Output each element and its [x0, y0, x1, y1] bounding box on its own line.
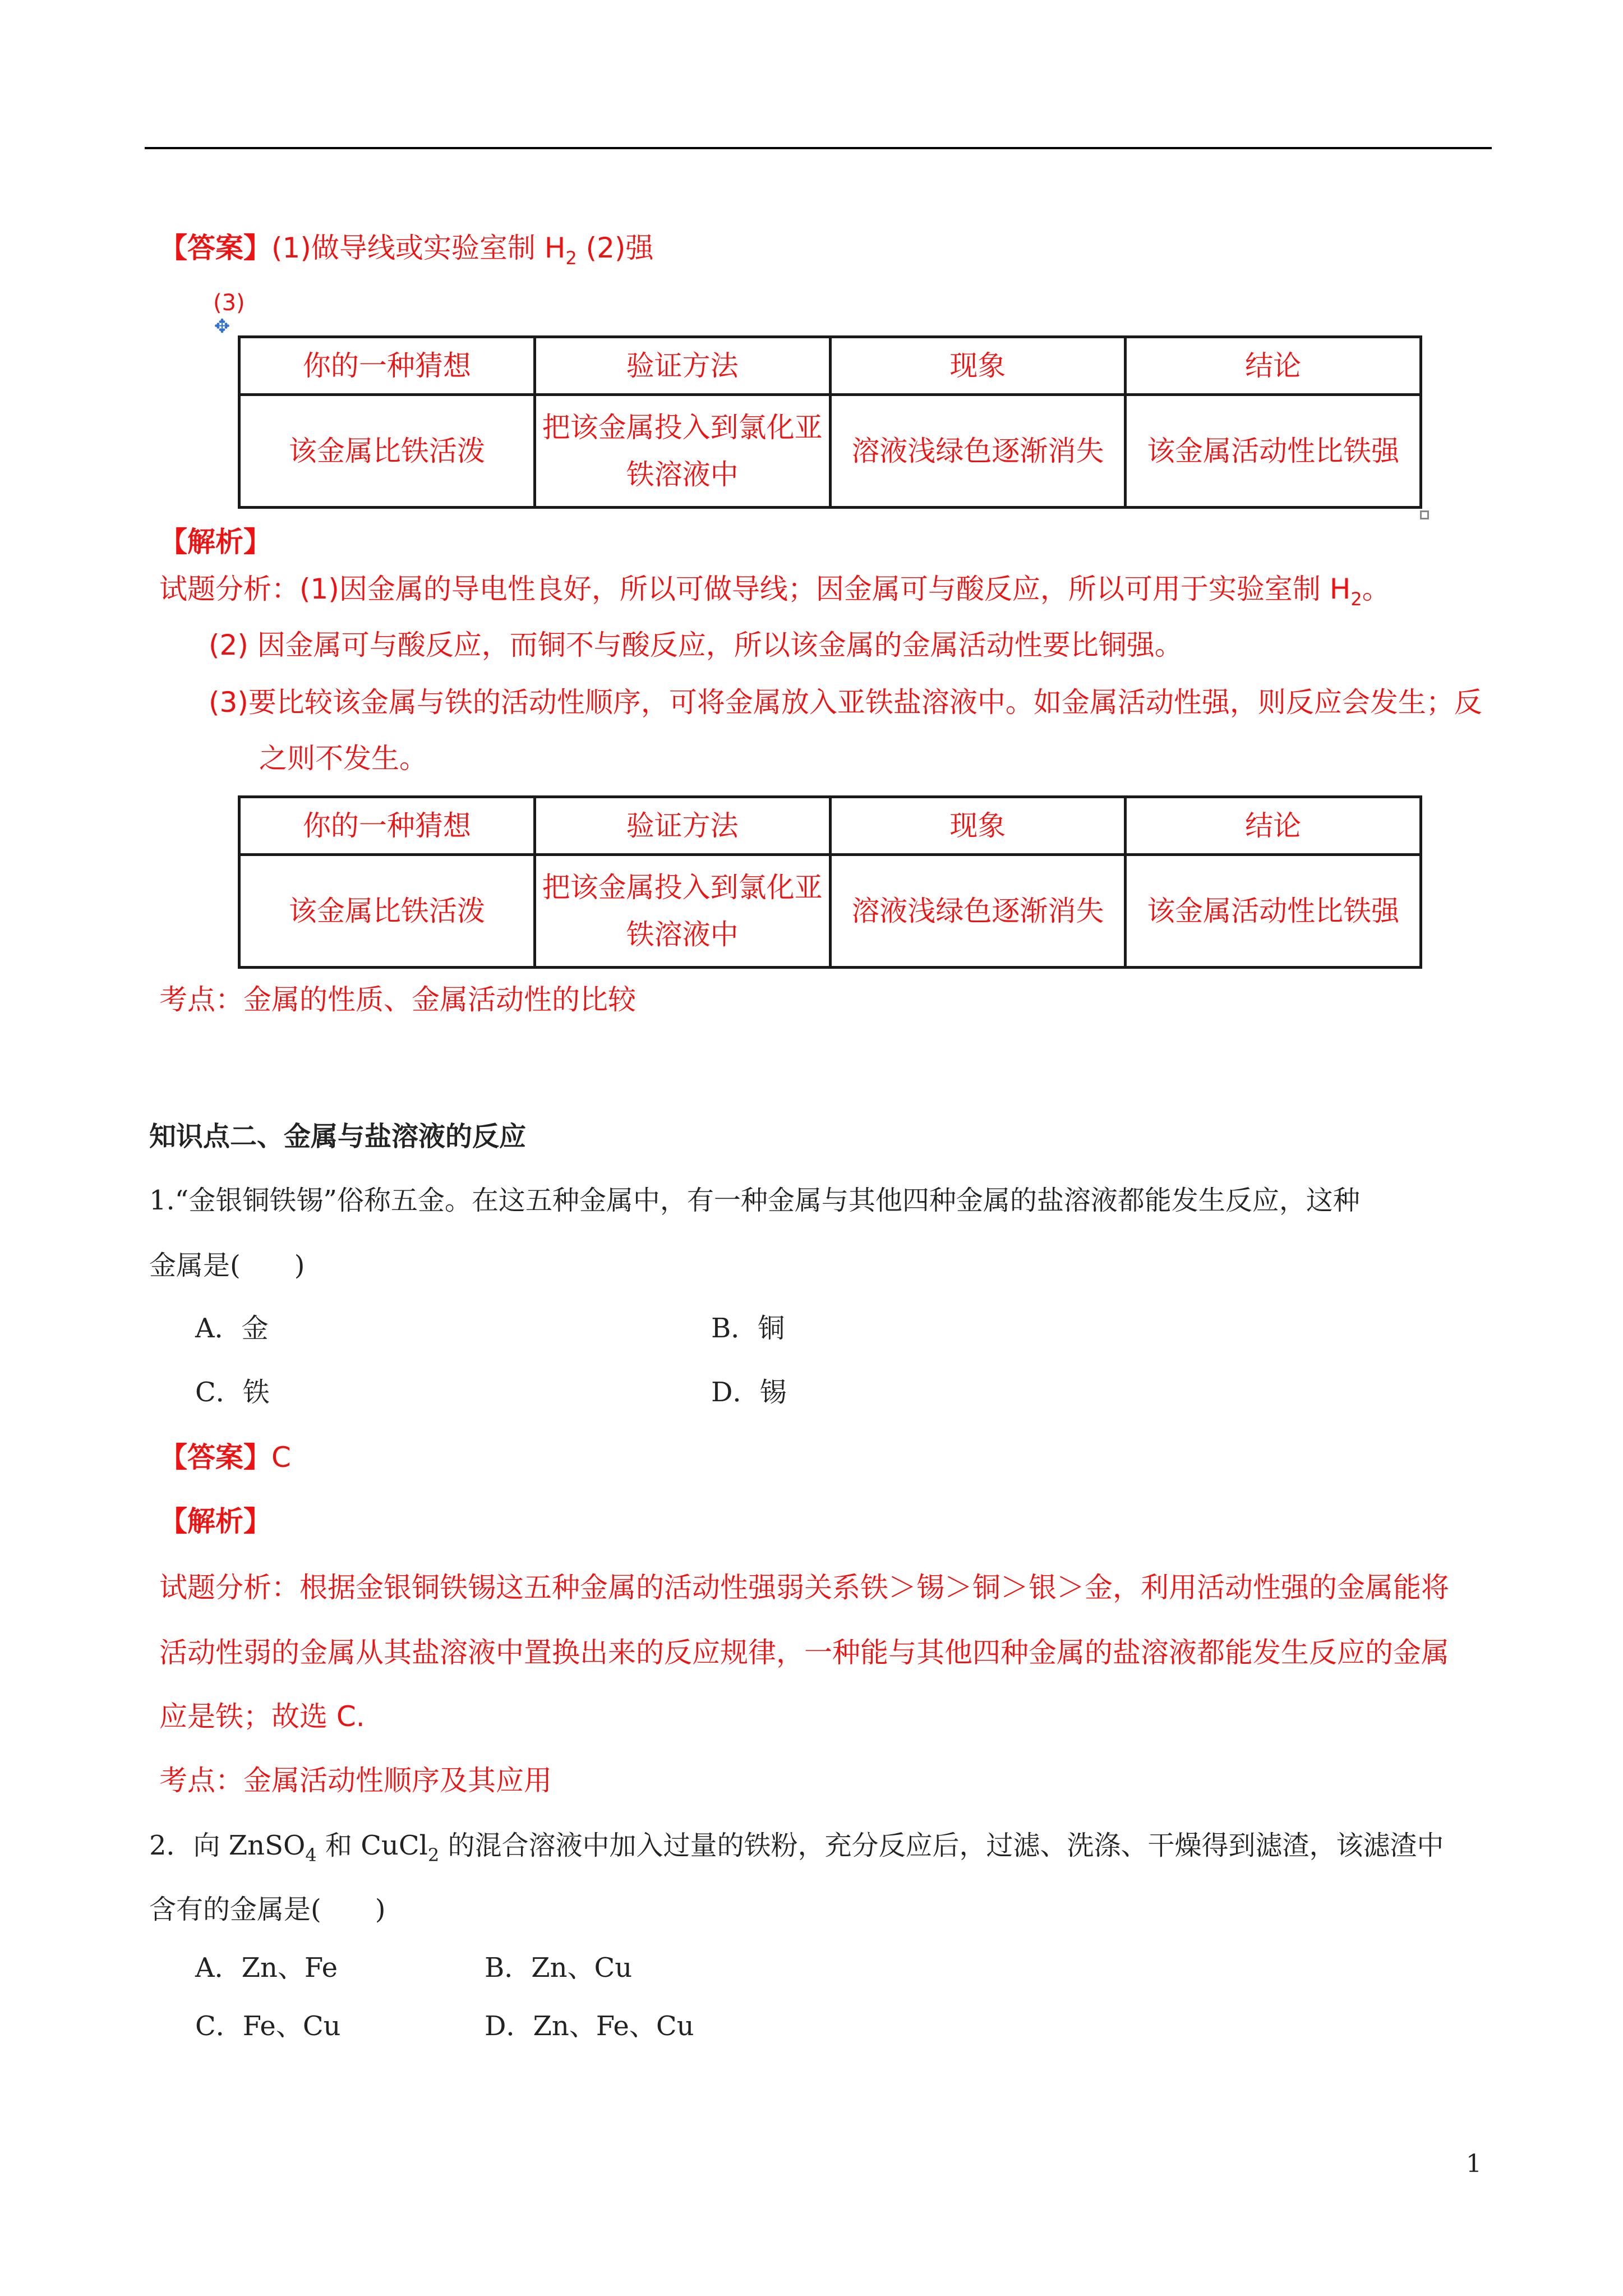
analysis-p1-end: 。 [1362, 573, 1390, 605]
answer-tag: 【答案】 [159, 232, 271, 264]
q2-subscript-2: 2 [427, 1844, 440, 1866]
h2-subscript: 2 [565, 247, 577, 269]
table-header-cell: 现象 [830, 797, 1126, 855]
table-header-cell: 结论 [1126, 337, 1421, 395]
q2-text-a: 2．向 ZnSO [149, 1830, 306, 1861]
table-resize-handle[interactable] [1420, 510, 1429, 519]
q1-analysis-line-3: 应是铁；故选 C. [159, 1700, 365, 1733]
q2-text-c: 的混合溶液中加入过量的铁粉，充分反应后，过滤、洗涤、干燥得到滤渣，该滤渣中 [439, 1830, 1444, 1861]
q1-option-a: A．金 [195, 1313, 269, 1344]
table-header-row [239, 337, 1421, 395]
analysis-table [238, 795, 1422, 969]
q2-option-b: B．Zn、Cu [485, 1952, 633, 1984]
answer-line [159, 231, 654, 269]
kaodian-1: 考点：金属的性质、金属活动性的比较 [159, 983, 636, 1016]
analysis-p1-text: 试题分析：(1)因金属的导电性良好，所以可做导线；因金属可与酸反应，所以可用于实验室制 H [159, 573, 1351, 605]
table-cell: 该金属比铁活泼 [239, 395, 535, 508]
q2-option-a: A．Zn、Fe [195, 1952, 338, 1984]
table-header-cell: 你的一种猜想 [239, 797, 535, 855]
page-number: 1 [1466, 2150, 1482, 2178]
q1-analysis-line-1: 试题分析：根据金银铜铁锡这五种金属的活动性强弱关系铁＞锡＞铜＞银＞金，利用活动性强的金属能将 [159, 1571, 1449, 1604]
table-header-cell: 验证方法 [534, 797, 830, 855]
q1-answer-line [159, 1441, 291, 1474]
table-cell: 该金属活动性比铁强 [1126, 855, 1421, 968]
section-heading: 知识点二、金属与盐溶液的反应 [149, 1121, 527, 1152]
answer-text-1: (1)做导线或实验室制 H [271, 232, 566, 264]
table-header-cell: 现象 [830, 337, 1126, 395]
table-cell: 该金属活动性比铁强 [1126, 395, 1421, 508]
q1-analysis-tag: 【解析】 [159, 1505, 271, 1538]
analysis-tag: 【解析】 [159, 526, 271, 558]
table-header-cell: 验证方法 [534, 337, 830, 395]
table-header-cell: 结论 [1126, 797, 1421, 855]
analysis-paragraph-3-line-1: (3)要比较该金属与铁的活动性顺序，可将金属放入亚铁盐溶液中。如金属活动性强，则反应会发生；反 [209, 686, 1482, 719]
table-header-cell: 你的一种猜想 [239, 337, 535, 395]
analysis-paragraph-3-line-2: 之则不发生。 [259, 742, 427, 775]
header-rule [145, 147, 1492, 149]
q1-option-c: C．铁 [195, 1377, 270, 1408]
q1-line-1: 1.“金银铜铁锡”俗称五金。在这五种金属中，有一种金属与其他四种金属的盐溶液都能发生反应，这种 [149, 1185, 1360, 1216]
q1-analysis-line-2: 活动性弱的金属从其盐溶液中置换出来的反应规律，一种能与其他四种金属的盐溶液都能发生反应的金属 [159, 1636, 1449, 1669]
table-cell: 溶液浅绿色逐渐消失 [830, 855, 1126, 968]
table-cell: 把该金属投入到氯化亚铁溶液中 [534, 395, 830, 508]
q2-line-2: 含有的金属是( ) [149, 1894, 386, 1925]
answer-table [238, 335, 1422, 509]
answer-text-2: (2)强 [577, 232, 654, 264]
table-row [239, 855, 1421, 968]
table-cell: 把该金属投入到氯化亚铁溶液中 [534, 855, 830, 968]
q1-option-b: B．铜 [711, 1313, 785, 1344]
table-move-handle-icon[interactable]: ✥ [214, 315, 230, 338]
q1-answer: C [271, 1441, 291, 1474]
table-header-row [239, 797, 1421, 855]
table-cell: 溶液浅绿色逐渐消失 [830, 395, 1126, 508]
kaodian-2: 考点：金属活动性顺序及其应用 [159, 1764, 552, 1797]
q2-line-1 [149, 1829, 1444, 1866]
q1-answer-tag: 【答案】 [159, 1441, 271, 1474]
table-cell: 该金属比铁活泼 [239, 855, 535, 968]
h2-subscript: 2 [1350, 588, 1362, 610]
q2-option-c: C．Fe、Cu [195, 2010, 341, 2042]
table-row [239, 395, 1421, 508]
q2-subscript-4: 4 [305, 1844, 317, 1866]
q2-option-d: D．Zn、Fe、Cu [485, 2010, 694, 2042]
analysis-paragraph-2: (2) 因金属可与酸反应，而铜不与酸反应，所以该金属的金属活动性要比铜强。 [209, 629, 1183, 661]
q1-option-d: D．锡 [711, 1377, 787, 1408]
item-3-label: (3) [213, 290, 245, 316]
q2-text-b: 和 CuCl [316, 1830, 428, 1861]
q1-line-2: 金属是( ) [149, 1250, 305, 1281]
analysis-paragraph-1 [159, 572, 1390, 610]
